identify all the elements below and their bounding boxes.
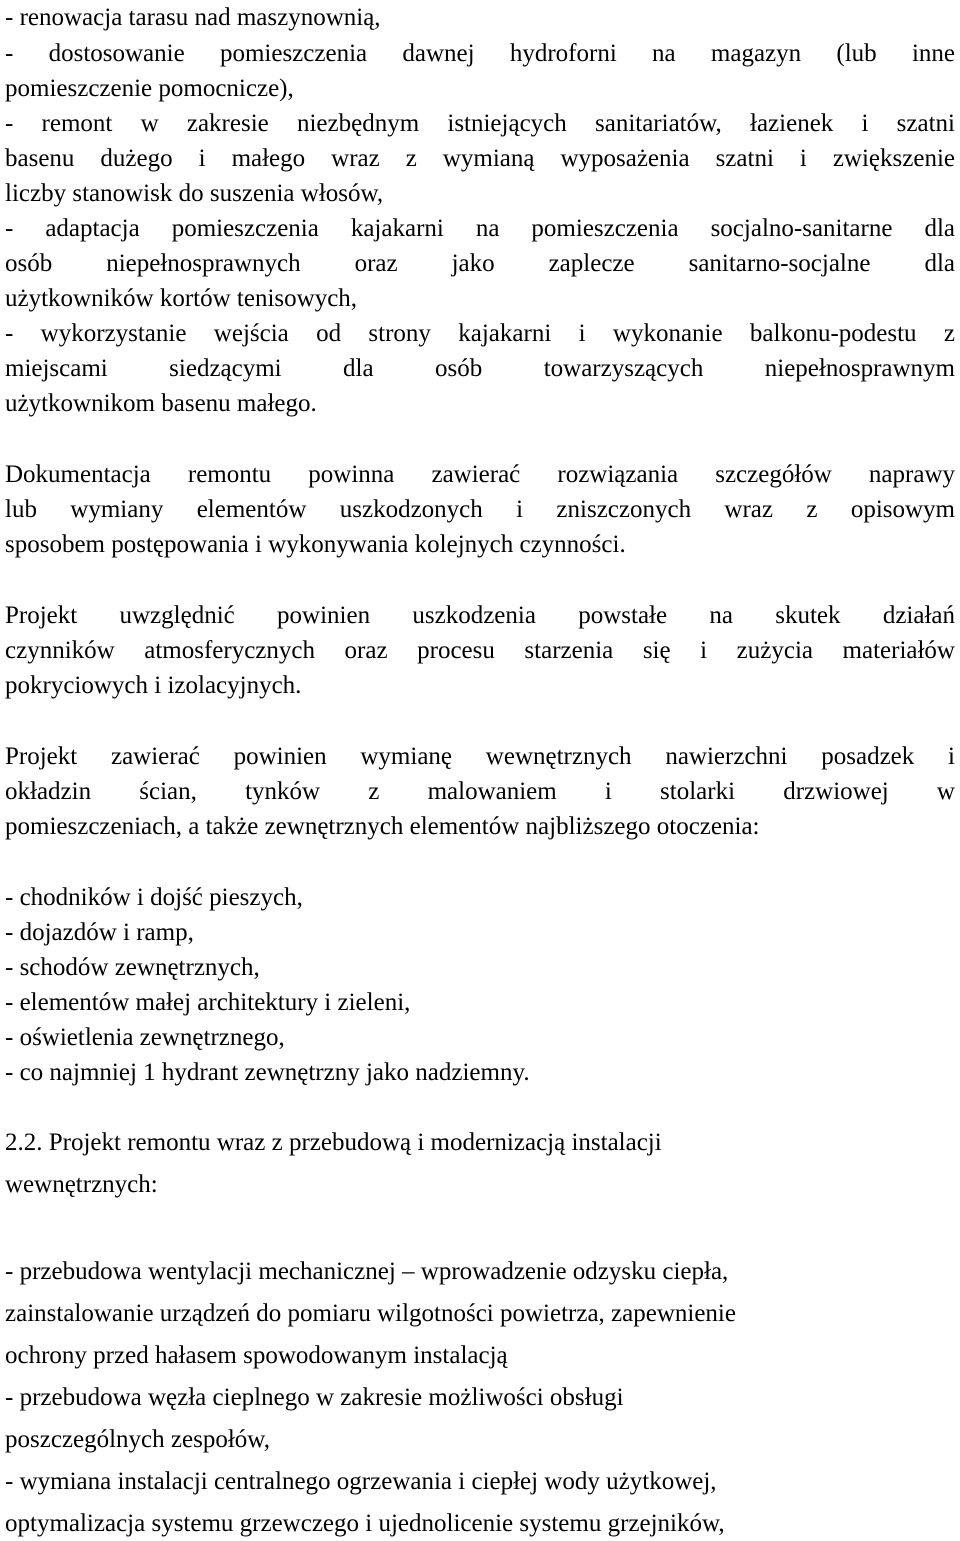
text-line: liczby stanowisk do suszenia włosów, — [5, 180, 384, 207]
text-line: Projekt uwzględnić powinien uszkodzenia powstałe na skutek działań — [5, 602, 955, 629]
text-line: sposobem postępowania i wykonywania kolejnych czynności. — [5, 531, 626, 558]
text-line: czynników atmosferycznych oraz procesu starzenia się i zużycia materiałów — [5, 637, 955, 664]
section-heading: wewnętrznych: — [5, 1171, 158, 1198]
list-item: - elementów małej architektury i zieleni, — [5, 989, 411, 1016]
text-line: użytkownikom basenu małego. — [5, 390, 317, 417]
text-line: - przebudowa wentylacji mechanicznej – wprowadzenie odzysku ciepła, — [5, 1258, 729, 1285]
text-line: osób niepełnosprawnych oraz jako zaplecze sanitarno-socjalne dla — [5, 250, 955, 277]
text-line: - adaptacja pomieszczenia kajakarni na pomieszczenia socjalno-sanitarne dla — [5, 215, 955, 242]
text-line: lub wymiany elementów uszkodzonych i zniszczonych wraz z opisowym — [5, 496, 955, 523]
text-line: optymalizacja systemu grzewczego i ujednolicenie systemu grzejników, — [5, 1510, 725, 1537]
text-line: zainstalowanie urządzeń do pomiaru wilgotności powietrza, zapewnienie — [5, 1300, 736, 1327]
text-line: poszczególnych zespołów, — [5, 1426, 270, 1453]
text-line: ochrony przed hałasem spowodowanym instalacją — [5, 1342, 508, 1369]
list-item: - co najmniej 1 hydrant zewnętrzny jako nadziemny. — [5, 1059, 530, 1086]
text-line: pomieszczenie pomocnicze), — [5, 75, 294, 102]
text-line: - remont w zakresie niezbędnym istniejących sanitariatów, łazienek i szatni — [5, 110, 955, 137]
list-item: - oświetlenia zewnętrznego, — [5, 1024, 285, 1051]
text-line: pokryciowych i izolacyjnych. — [5, 672, 302, 699]
section-heading: 2.2. Projekt remontu wraz z przebudową i modernizacją instalacji — [5, 1129, 662, 1156]
list-item: - chodników i dojść pieszych, — [5, 884, 303, 911]
list-item: - schodów zewnętrznych, — [5, 954, 260, 981]
text-line: basenu dużego i małego wraz z wymianą wyposażenia szatni i zwiększenie — [5, 145, 955, 172]
text-line: użytkowników kortów tenisowych, — [5, 285, 358, 312]
text-line: - renowacja tarasu nad maszynownią, — [5, 4, 381, 31]
text-line: okładzin ścian, tynków z malowaniem i stolarki drzwiowej w — [5, 778, 955, 805]
text-line: Projekt zawierać powinien wymianę wewnętrznych nawierzchni posadzek i — [5, 743, 955, 770]
text-line: miejscami siedzącymi dla osób towarzyszących niepełnosprawnym — [5, 355, 955, 382]
text-line: - wykorzystanie wejścia od strony kajakarni i wykonanie balkonu-podestu z — [5, 320, 955, 347]
text-line: - wymiana instalacji centralnego ogrzewania i ciepłej wody użytkowej, — [5, 1468, 717, 1495]
text-line: pomieszczeniach, a także zewnętrznych elementów najbliższego otoczenia: — [5, 813, 760, 840]
list-item: - dojazdów i ramp, — [5, 919, 194, 946]
text-line: Dokumentacja remontu powinna zawierać rozwiązania szczegółów naprawy — [5, 461, 955, 488]
text-line: - przebudowa węzła cieplnego w zakresie możliwości obsługi — [5, 1384, 624, 1411]
text-line: - dostosowanie pomieszczenia dawnej hydroforni na magazyn (lub inne — [5, 40, 955, 67]
